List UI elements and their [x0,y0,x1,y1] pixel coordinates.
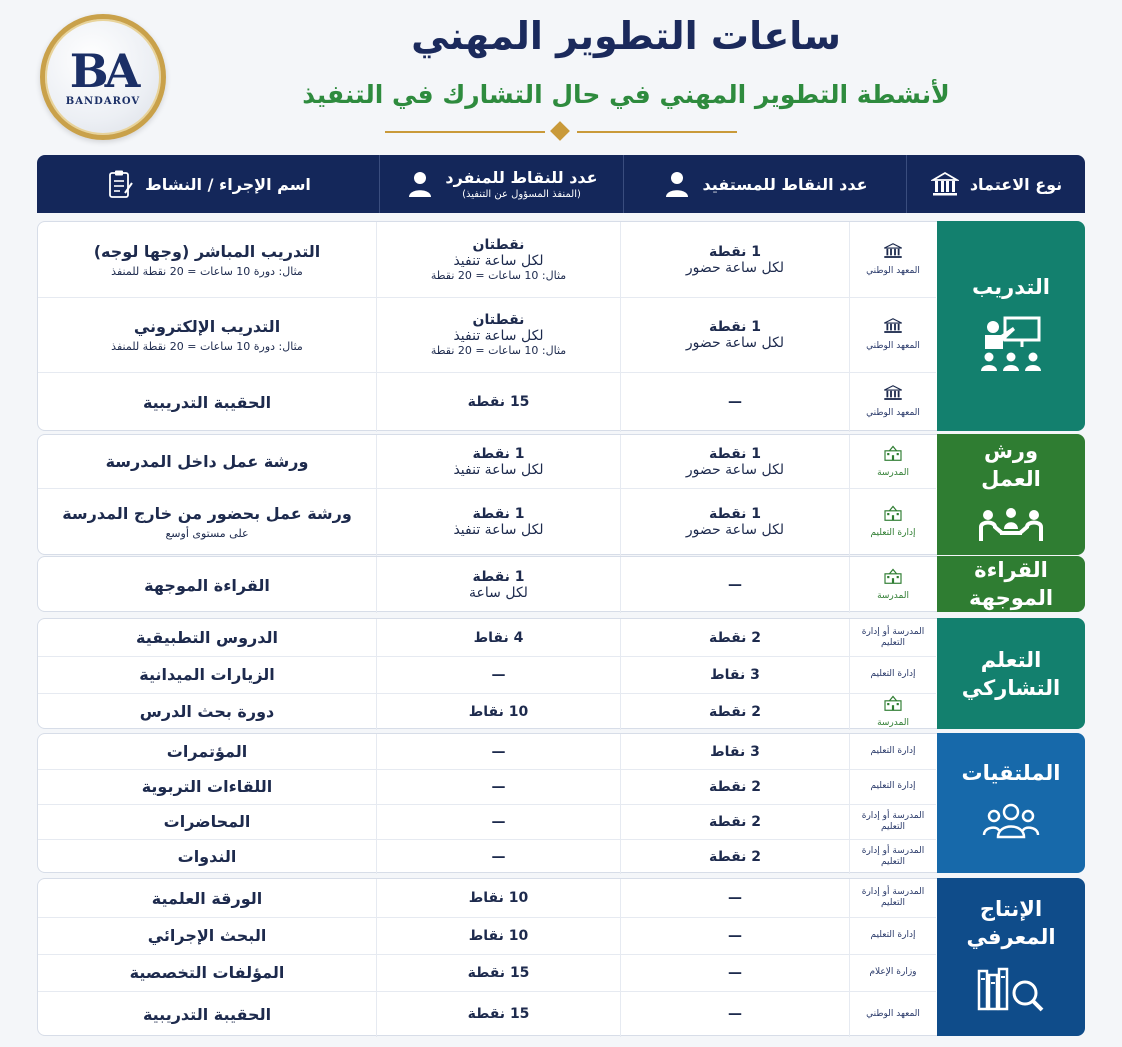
logo-text: BANDAROV [65,95,141,107]
implementer-points-cell [376,804,620,839]
table-row [38,222,936,298]
section-label [937,434,1085,555]
section-label [937,556,1085,612]
beneficiary-points: 1 نقطة [708,318,762,335]
activity-cell [38,557,376,613]
implementer-points-cell [376,769,620,804]
header-beneficiary [623,155,906,213]
beneficiary-points-unit: لكل ساعة حضور [685,334,785,351]
table-row [38,804,936,840]
authority-label: إدارة التعليم [870,746,916,756]
activity-name: ورشة عمل بحضور من خارج المدرسة [62,504,352,523]
page-title: ساعات التطوير المهني [411,14,841,58]
implementer-points-unit: لكل ساعة تنفيذ [453,522,544,538]
implementer-points-cell [376,656,620,693]
implementer-points: — [491,743,506,760]
beneficiary-points-cell [620,734,849,769]
section-title: الملتقيات [961,760,1061,785]
section-4 [37,618,1085,729]
table-row [38,954,936,992]
implementer-points-unit: لكل ساعة [469,585,528,601]
beneficiary-points-unit: لكل ساعة حضور [685,461,785,478]
table-row [38,297,936,373]
header-beneficiary-label: عدد النقاط للمستفيد [702,174,868,194]
implementer-points: 10 نقاط [468,927,529,944]
beneficiary-points-cell [620,435,849,488]
implementer-points: نقطتان [472,312,525,328]
implementer-points-cell [376,557,620,613]
building-icon [882,385,904,408]
activity-cell [38,804,376,839]
beneficiary-points: 1 نقطة [708,445,762,462]
section-1 [37,221,1085,431]
implementer-points-cell [376,917,620,954]
beneficiary-points-cell [620,769,849,804]
table-row [38,693,936,730]
implementer-points: 15 نقطة [467,964,530,981]
books-icon [977,965,1045,1020]
implementer-points: 1 نقطة [472,445,525,462]
beneficiary-points-cell [620,297,849,372]
school-icon [882,445,904,468]
activity-cell [38,991,376,1037]
activity-cell [38,619,376,656]
beneficiary-points-cell [620,619,849,656]
table-row [38,839,936,874]
person-icon [405,169,435,199]
activity-cell [38,734,376,769]
activity-name: المؤتمرات [166,742,248,761]
beneficiary-points-cell [620,804,849,839]
implementer-points-unit: لكل ساعة تنفيذ [453,253,544,269]
authority-cell [849,839,936,874]
beneficiary-points: 2 نقطة [708,813,762,830]
table-row [38,734,936,770]
beneficiary-points-cell [620,879,849,917]
implementer-example: مثال: 10 ساعات = 20 نقطة [430,344,567,357]
authority-label: إدارة التعليم [870,669,916,679]
table-row [38,488,936,556]
implementer-points-cell [376,372,620,432]
beneficiary-points: — [728,890,742,906]
table-row [38,656,936,694]
activity-note: مثال: دورة 10 ساعات = 20 نقطة للمنفذ [111,264,303,278]
implementer-points: 1 نقطة [472,569,525,585]
implementer-points-cell [376,693,620,730]
beneficiary-points: 1 نقطة [708,506,762,522]
activity-cell [38,222,376,297]
table-row [38,991,936,1037]
person-icon [662,169,692,199]
activity-cell [38,488,376,556]
implementer-points-cell [376,619,620,656]
header-type-label: نوع الاعتماد [969,174,1063,194]
beneficiary-points-cell [620,222,849,297]
authority-cell [849,222,936,297]
authority-label: إدارة التعليم [870,781,916,791]
header-implementer-label: عدد للنقاط للمنفرد [445,168,598,187]
beneficiary-points-unit: لكل ساعة حضور [685,522,785,538]
activity-name: التدريب الإلكتروني [133,316,281,336]
implementer-points: 10 نقاط [468,890,529,906]
implementer-points: — [491,813,506,830]
implementer-example: مثال: 10 ساعات = 20 نقطة [430,269,567,282]
implementer-points: — [491,778,506,795]
authority-label: وزارة الإعلام [869,967,917,977]
authority-label: المعهد الوطني [866,408,920,418]
implementer-points-cell [376,839,620,874]
workshop-icon [978,507,1044,552]
section-label [937,733,1085,873]
authority-label: المدرسة أو إدارة التعليم [861,626,925,648]
school-icon [882,568,904,591]
activity-name: الزيارات الميدانية [139,665,275,684]
authority-label: المدرسة أو إدارة التعليم [861,810,925,832]
table-row [38,372,936,432]
implementer-points: نقطتان [472,237,525,253]
authority-label: المدرسة [877,591,909,601]
authority-cell [849,372,936,432]
authority-cell [849,619,936,656]
implementer-points-cell [376,879,620,917]
workshop-icon [978,507,1044,545]
section-title: ورش العمل [981,439,1041,491]
implementer-points-cell [376,954,620,991]
table-row [38,557,936,613]
beneficiary-points: — [728,1006,742,1022]
beneficiary-points: — [728,927,742,944]
implementer-points-unit: لكل ساعة تنفيذ [453,461,544,478]
beneficiary-points-cell [620,656,849,693]
beneficiary-points-cell [620,954,849,991]
activity-name: ورشة عمل داخل المدرسة [105,452,309,471]
beneficiary-points-cell [620,488,849,556]
authority-label: المدرسة [877,467,909,478]
activity-cell [38,769,376,804]
authority-label: المعهد الوطني [866,340,920,351]
beneficiary-points-cell [620,991,849,1037]
beneficiary-points: — [728,394,742,410]
group-icon [981,801,1041,848]
activity-name: اللقاءات التربوية [141,777,273,796]
beneficiary-points-cell [620,557,849,613]
activity-cell [38,372,376,432]
activity-cell [38,297,376,372]
beneficiary-points-unit: لكل ساعة حضور [685,259,785,276]
activity-cell [38,435,376,488]
section-title: التدريب [972,274,1050,299]
implementer-points: 15 نقطة [467,1006,530,1022]
table-row [38,619,936,657]
section-label [937,878,1085,1036]
activity-name: الدروس التطبيقية [136,628,278,647]
authority-label: المدرسة أو إدارة التعليم [861,845,925,867]
authority-cell [849,693,936,730]
authority-cell [849,954,936,991]
implementer-points: — [491,848,506,865]
authority-cell [849,557,936,613]
section-2 [37,434,1085,555]
section-title: القراءة الموجهة [968,558,1054,610]
authority-cell [849,917,936,954]
section-5 [37,733,1085,873]
beneficiary-points-cell [620,917,849,954]
header-activity [37,155,379,213]
trainer-icon [979,315,1043,373]
activity-note: على مستوى أوسع [165,527,249,540]
authority-cell [849,488,936,556]
table-row [38,879,936,918]
activity-cell [38,656,376,693]
clipboard-icon [105,169,135,199]
beneficiary-points-cell [620,693,849,730]
beneficiary-points: 2 نقطة [708,778,762,795]
beneficiary-points: 2 نقطة [708,629,762,646]
activity-name: التدريب المباشر (وجها لوجه) [93,241,321,261]
implementer-points-cell [376,991,620,1037]
implementer-points-cell [376,222,620,297]
beneficiary-points-cell [620,372,849,432]
activity-name: المحاضرات [163,812,251,831]
implementer-points-cell [376,488,620,556]
table-row [38,435,936,489]
activity-name: الحقيبة التدريبية [142,1004,272,1024]
activity-name: القراءة الموجهة [144,575,270,595]
beneficiary-points: 2 نقطة [708,848,762,865]
section-title: التعلم التشاركي [961,647,1061,700]
authority-cell [849,297,936,372]
implementer-points: 10 نقاط [468,703,529,720]
beneficiary-points: 2 نقطة [708,703,762,720]
beneficiary-points: 3 نقاط [710,666,760,683]
authority-cell [849,656,936,693]
activity-cell [38,693,376,730]
table-row [38,769,936,805]
implementer-points-unit: لكل ساعة تنفيذ [453,328,544,344]
section-title: الإنتاج المعرفي [966,896,1056,949]
implementer-points: — [491,666,506,683]
title-divider [385,124,737,140]
implementer-points: 1 نقطة [472,506,525,522]
activity-cell [38,917,376,954]
header-implementer [379,155,623,213]
header-activity-label: اسم الإجراء / النشاط [145,174,311,194]
authority-cell [849,804,936,839]
activity-name: المؤلفات التخصصية [129,963,285,982]
beneficiary-points: — [728,964,742,981]
institution-icon [930,169,960,199]
activity-name: دورة بحث الدرس [139,702,275,721]
section-label [937,221,1085,431]
header-type [906,155,1085,213]
authority-label: إدارة التعليم [870,930,916,940]
table-row [38,917,936,955]
school-icon [882,695,904,718]
building-icon [882,243,904,266]
table-header [37,155,1085,213]
authority-cell [849,734,936,769]
page-subtitle: لأنشطة التطوير المهني في حال التشارك في التنفيذ [302,80,950,109]
activity-name: الورقة العلمية [151,888,263,908]
authority-cell [849,769,936,804]
activity-name: الندوات [177,847,237,866]
activity-cell [38,879,376,917]
authority-label: المدرسة أو إدارة التعليم [861,887,925,908]
activity-name: البحث الإجرائي [147,926,267,945]
authority-label: إدارة التعليم [870,528,916,538]
authority-label: المعهد الوطني [866,265,920,276]
books-icon [977,965,1045,1013]
implementer-points-cell [376,734,620,769]
authority-label: المعهد الوطني [866,1008,920,1019]
building-icon [882,318,904,341]
activity-name: الحقيبة التدريبية [142,392,272,412]
activity-cell [38,839,376,874]
logo-mark: BA [69,43,137,98]
implementer-points-cell [376,435,620,488]
school-icon [882,505,904,528]
authority-cell [849,879,936,917]
trainer-icon [979,315,1043,380]
implementer-points: 15 نقطة [467,394,530,410]
header-implementer-sub: (المنفذ المسؤول عن التنفيذ) [462,189,581,200]
beneficiary-points: 1 نقطة [708,243,762,260]
authority-cell [849,435,936,488]
implementer-points: 4 نقاط [473,629,524,646]
section-6 [37,878,1085,1036]
activity-note: مثال: دورة 10 ساعات = 20 نقطة للمنفذ [111,339,303,353]
beneficiary-points: — [728,577,742,593]
beneficiary-points-cell [620,839,849,874]
section-label [937,618,1085,729]
group-icon [981,801,1041,841]
authority-label: المدرسة [877,717,909,728]
beneficiary-points: 3 نقاط [710,743,760,760]
section-3 [37,556,1085,612]
activity-cell [38,954,376,991]
implementer-points-cell [376,297,620,372]
authority-cell [849,991,936,1037]
